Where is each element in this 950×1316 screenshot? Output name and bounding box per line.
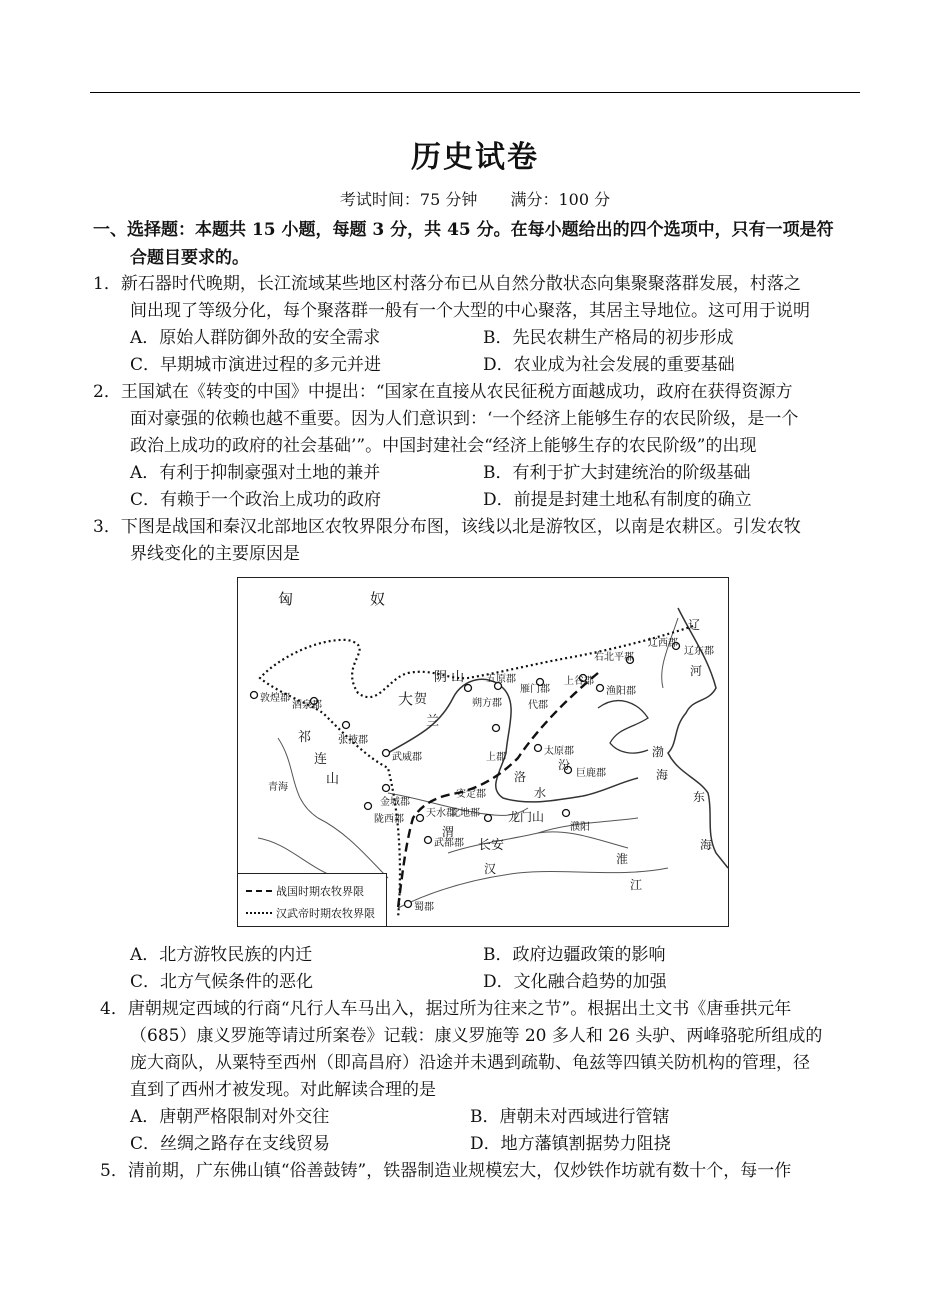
- map-label-wudu: 武都郡: [434, 838, 464, 849]
- map-label-shuofang: 朔方郡: [472, 698, 502, 709]
- question-line: 直到了西州才被发现。对此解读合理的是: [130, 1080, 436, 1100]
- legend-dashed-sample: [246, 890, 272, 892]
- map-legend: [238, 873, 387, 926]
- question-line: 4．唐朝规定西域的行商“凡行人车马出入，据过所为往来之节”。根据出土文书《唐垂拱元年: [100, 999, 792, 1019]
- map-label-julu: 巨鹿郡: [576, 768, 606, 779]
- exam-time: 考试时间：75 分钟: [339, 190, 478, 209]
- map-label-shu: 蜀郡: [414, 902, 434, 913]
- option-d: D．前提是封建土地私有制度的确立: [483, 490, 752, 510]
- legend-han-wudi: [246, 905, 375, 921]
- map-label-zhangye: 张掖郡: [338, 735, 368, 746]
- map-label-anding: 安定郡: [456, 789, 486, 800]
- map-label-helan-2: 兰: [426, 714, 440, 729]
- option-d: D．地方藩镇割据势力阻挠: [470, 1134, 671, 1154]
- map-label-jiuquan: 酒泉郡: [292, 700, 322, 711]
- map-label-xiongnu-1: 匈: [278, 590, 294, 608]
- map-label-luo: 洛: [514, 770, 527, 784]
- map-label-longxi: 陇西郡: [374, 814, 404, 825]
- map-label-longmen: 龙门山: [508, 810, 545, 824]
- option-b: B．有利于扩大封建统治的阶级基础: [483, 463, 751, 483]
- page-title: 历史试卷: [411, 140, 539, 175]
- map-label-han: 汉: [484, 862, 497, 876]
- map-label-donghai-1: 东: [693, 790, 706, 804]
- agro-pastoral-boundary-map: [237, 577, 729, 927]
- map-label-he: 河: [690, 664, 703, 678]
- map-label-liaodong: 辽东郡: [684, 646, 714, 657]
- map-label-shangjun: 上郡: [486, 752, 506, 763]
- legend-dotted-sample: [246, 912, 272, 914]
- option-d: D．农业成为社会发展的重要基础: [483, 355, 735, 375]
- section-heading-line-2: 合题目要求的。: [130, 248, 249, 268]
- question-line: （685）康义罗施等请过所案卷》记载：康义罗施等 20 多人和 26 头驴、两峰骆驼所组成的: [130, 1026, 823, 1046]
- option-a: A．北方游牧民族的内迁: [130, 945, 313, 965]
- bohai-coast: [598, 701, 648, 753]
- exam-meta: [0, 187, 950, 210]
- question-line: 界线变化的主要原因是: [130, 544, 300, 564]
- option-a: A．原始人群防御外敌的安全需求: [130, 328, 381, 348]
- legend-warring-states: [246, 883, 364, 899]
- question-line: 5．清前期，广东佛山镇“俗善鼓铸”，铁器制造业规模宏大，仅炒铁作坊就有数十个，每一作: [100, 1161, 792, 1181]
- map-label-jiang: 江: [630, 878, 643, 892]
- map-label-xiongnu-2: 奴: [370, 590, 386, 608]
- map-label-bohai-2: 海: [656, 768, 669, 782]
- han-river: [448, 832, 628, 853]
- map-label-beidi: 北地郡: [450, 808, 480, 819]
- map-label-wei: 渭: [442, 825, 455, 839]
- southwest-ridge: [258, 838, 338, 878]
- map-label-wuyuan: 五原郡: [486, 674, 516, 685]
- map-label-donghai-2: 海: [700, 838, 713, 852]
- map-label-qilian-2: 连: [314, 752, 328, 767]
- question-line: 间出现了等级分化，每个聚落群一般有一个大型的中心聚落，其居主导地位。这可用于说明: [130, 301, 810, 321]
- option-b: B．先民农耕生产格局的初步形成: [483, 328, 734, 348]
- question-line: 1．新石器时代晚期，长江流域某些地区村落分布已从自然分散状态向集聚聚落群发展，村落之: [93, 274, 801, 294]
- map-label-qilian-3: 山: [326, 772, 340, 787]
- section-heading-line-1: 一、选择题：本题共 15 小题，每题 3 分，共 45 分。在每小题给出的四个选项中，只有一项是符: [93, 220, 834, 240]
- map-label-da: 大: [398, 690, 414, 708]
- option-c: C．早期城市演进过程的多元并进: [130, 355, 382, 375]
- option-a: A．唐朝严格限制对外交往: [130, 1107, 330, 1127]
- option-c: C．有赖于一个政治上成功的政府: [130, 490, 382, 510]
- map-label-helan-1: 贺: [414, 692, 428, 707]
- map-label-taiyuan: 太原郡: [544, 746, 574, 757]
- question-line: 3．下图是战国和秦汉北部地区农牧界限分布图，该线以北是游牧区，以南是农耕区。引发农牧: [93, 517, 801, 537]
- question-line: 庞大商队，从粟特至西州（即高昌府）沿途并未遇到疏勒、龟兹等四镇关防机构的管理，径: [130, 1053, 810, 1073]
- map-label-jincheng: 金城郡: [380, 797, 410, 808]
- legend-han-label: 汉武帝时期农牧界限: [276, 907, 375, 920]
- map-label-wuwei: 武威郡: [392, 752, 422, 763]
- map-label-liao: 辽: [688, 618, 701, 632]
- map-label-shui: 水: [534, 786, 547, 800]
- map-label-puyang: 濮阳: [570, 822, 590, 833]
- legend-warring-label: 战国时期农牧界限: [276, 885, 364, 898]
- question-line: 面对豪强的依赖也越不重要。因为人们意识到：‘一个经济上能够生存的农民阶级，是一个: [130, 409, 799, 429]
- option-d: D．文化融合趋势的加强: [483, 972, 667, 992]
- full-score: 满分：100 分: [510, 190, 611, 209]
- map-label-huai: 淮: [616, 852, 629, 866]
- map-label-qilian-1: 祁: [298, 730, 312, 745]
- option-c: C．丝绸之路存在支线贸易: [130, 1134, 331, 1154]
- liao-river: [662, 618, 678, 688]
- map-label-qinghai: 青海: [268, 782, 288, 793]
- map-label-tianshui: 天水郡: [426, 808, 456, 819]
- map-label-youbeiping: 右北平郡: [594, 652, 634, 663]
- option-a: A．有利于抑制豪强对土地的兼并: [130, 463, 381, 483]
- question-line: 政治上成功的政府的社会基础’”。中国封建社会“经济上能够生存的农民阶级”的出现: [130, 436, 757, 456]
- map-label-yinshan: 阴 山: [434, 670, 465, 685]
- map-label-liaoxi: 辽西郡: [648, 638, 678, 649]
- option-b: B．唐朝未对西域进行管辖: [470, 1107, 670, 1127]
- map-label-bohai-1: 渤: [652, 745, 665, 759]
- question-line: 2．王国斌在《转变的中国》中提出：“国家在直接从农民征税方面越成功，政府在获得资源方: [93, 382, 793, 402]
- map-label-yanmen: 雁门郡: [520, 684, 550, 695]
- option-c: C．北方气候条件的恶化: [130, 972, 314, 992]
- map-label-dunhuang: 敦煌郡: [260, 693, 290, 704]
- yangtze-river: [398, 868, 668, 908]
- map-label-yuyang: 渔阳郡: [606, 686, 636, 697]
- map-label-changan: 长安: [478, 838, 505, 853]
- map-label-dai: 代郡: [528, 700, 548, 711]
- option-b: B．政府边疆政策的影响: [483, 945, 666, 965]
- map-label-fen: 汾: [558, 758, 571, 772]
- top-rule: [90, 92, 860, 93]
- map-label-shanggu: 上谷郡: [564, 676, 594, 687]
